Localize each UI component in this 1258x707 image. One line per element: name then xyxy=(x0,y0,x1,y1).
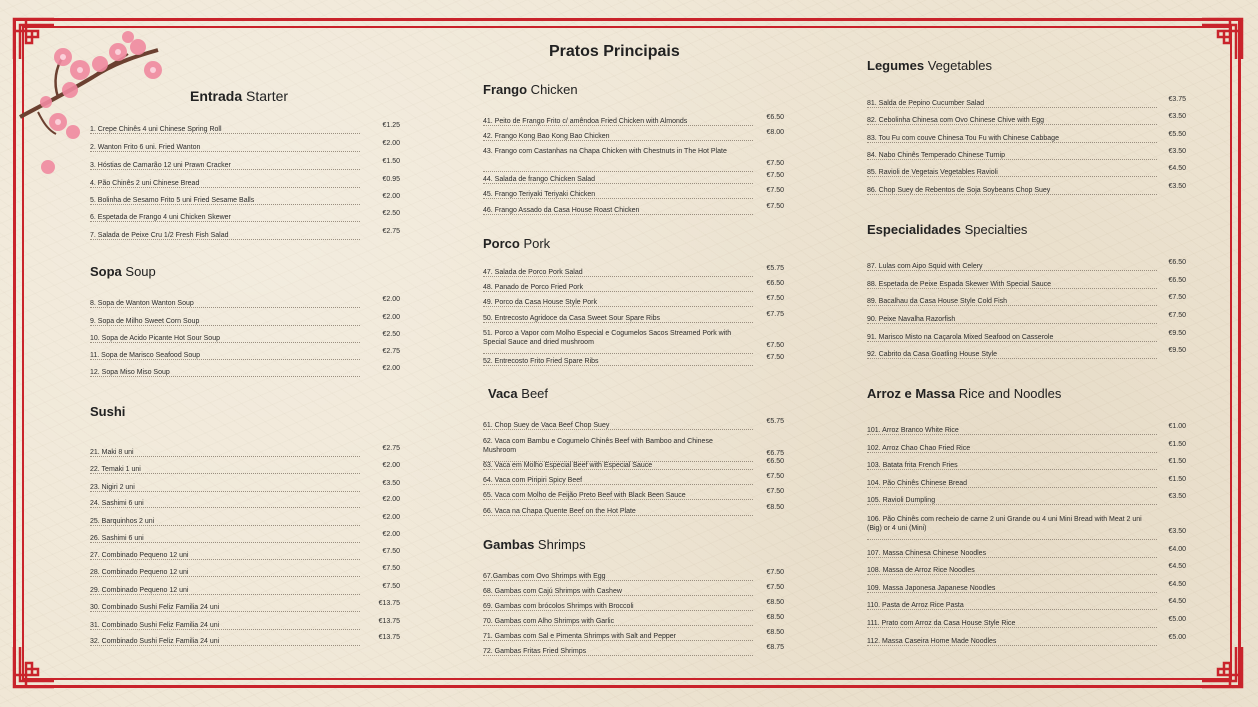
dot-leader xyxy=(90,576,360,577)
dot-leader xyxy=(867,176,1157,177)
menu-item-name: 88. Espetada de Peixe Espada Skewer With Special Sauce xyxy=(867,281,1052,288)
menu-item-name: 29. Combinado Pequeno 12 uni xyxy=(90,587,189,594)
menu-item-price: €9.50 xyxy=(1168,347,1186,354)
corner-ornament-icon xyxy=(11,644,57,690)
menu-item-name: 50. Entrecosto Agridoce da Casa Sweet Sour Spare Ribs xyxy=(483,315,661,322)
menu-item-name: 52. Entrecosto Frito Fried Spare Ribs xyxy=(483,358,599,365)
dot-leader xyxy=(483,655,753,656)
menu-item-name: 110. Pasta de Arroz Rice Pasta xyxy=(867,602,964,609)
section-title-sopa: Sopa Soup xyxy=(90,264,156,279)
menu-item-price: €8.50 xyxy=(766,599,784,606)
dot-leader xyxy=(483,125,753,126)
menu-item-price: €8.00 xyxy=(766,129,784,136)
menu-item-name: 11. Sopa de Marisco Seafood Soup xyxy=(90,352,201,359)
menu-item-price: €2.75 xyxy=(382,445,400,452)
menu-item-price: €6.50 xyxy=(1168,277,1186,284)
menu-item-price: €7.50 xyxy=(766,584,784,591)
menu-item-price: €6.75 xyxy=(766,450,784,457)
section-title-especialidades: Especialidades Specialties xyxy=(867,222,1028,237)
menu-item-name: 69. Gambas com brócolos Shrimps with Broccoli xyxy=(483,603,634,610)
dot-leader xyxy=(483,171,753,172)
menu-item-name: 102. Arroz Chao Chao Fried Rice xyxy=(867,445,971,452)
menu-item-name: 9. Sopa de Milho Sweet Corn Soup xyxy=(90,318,200,325)
menu-item-price: €7.50 xyxy=(766,160,784,167)
menu-item-price: €3.50 xyxy=(1168,183,1186,190)
menu-item-price: €3.50 xyxy=(1168,528,1186,535)
dot-leader xyxy=(483,625,753,626)
menu-item-name: 90. Peixe Navalha Razorfish xyxy=(867,316,956,323)
menu-item-name: 65. Vaca com Molho de Feijão Preto Beef with Black Been Sauce xyxy=(483,492,686,499)
menu-item-name: 89. Bacalhau da Casa House Style Cold Fish xyxy=(867,298,1008,305)
menu-item-name: 42. Frango Kong Bao Kong Bao Chicken xyxy=(483,133,610,140)
menu-item-price: €3.50 xyxy=(1168,148,1186,155)
dot-leader xyxy=(867,504,1157,505)
menu-item-name: 41. Peito de Frango Frito c/ amêndoa Fried Chicken with Almonds xyxy=(483,118,688,125)
dot-leader xyxy=(90,239,360,240)
menu-item-name: 112. Massa Caseira Home Made Noodles xyxy=(867,638,997,645)
menu-item-price: €4.50 xyxy=(1168,598,1186,605)
menu-item-name: 51. Porco a Vapor com Molho Especial e Cogumelos Sacos Streamed Pork with Special Sauce and dried mushroom xyxy=(483,330,732,346)
menu-item-price: €7.50 xyxy=(766,354,784,361)
menu-item-name: 26. Sashimi 6 uni xyxy=(90,535,144,542)
menu-item-price: €5.75 xyxy=(766,418,784,425)
menu-item-price: €7.50 xyxy=(1168,312,1186,319)
dot-leader xyxy=(867,574,1157,575)
menu-item-price: €3.75 xyxy=(1168,96,1186,103)
menu-item-price: €5.00 xyxy=(1168,616,1186,623)
dot-leader xyxy=(90,151,360,152)
dot-leader xyxy=(483,515,753,516)
dot-leader xyxy=(483,429,753,430)
menu-item-name: 104. Pão Chinês Chinese Bread xyxy=(867,480,968,487)
menu-item-price: €5.50 xyxy=(1168,131,1186,138)
section-title-vaca: Vaca Beef xyxy=(488,386,549,401)
dot-leader xyxy=(867,288,1157,289)
menu-item-price: €2.00 xyxy=(382,193,400,200)
section-title-gambas: Gambas Shrimps xyxy=(483,537,586,552)
menu-item-price: €7.50 xyxy=(766,203,784,210)
menu-item-name: 27. Combinado Pequeno 12 uni xyxy=(90,552,189,559)
menu-item-price: €2.00 xyxy=(382,296,400,303)
section-title-frango: Frango Chicken xyxy=(483,82,578,97)
dot-leader xyxy=(867,194,1157,195)
menu-item-name: 67.Gambas com Ovo Shrimps with Egg xyxy=(483,573,606,580)
menu-item-name: 86. Chop Suey de Rebentos de Soja Soybeans Chop Suey xyxy=(867,187,1051,194)
menu-item-price: €2.75 xyxy=(382,348,400,355)
menu-item-price: €8.50 xyxy=(766,504,784,511)
menu-item-name: 68. Gambas com Cajú Shrimps with Cashew xyxy=(483,588,622,595)
menu-item-name: 84. Nabo Chinês Temperado Chinese Turnip xyxy=(867,152,1006,159)
menu-item-name: 107. Massa Chinesa Chinese Noodles xyxy=(867,550,987,557)
dot-leader xyxy=(90,645,360,646)
menu-item-price: €1.50 xyxy=(382,158,400,165)
menu-item-name: 109. Massa Japonesa Japanese Noodles xyxy=(867,585,996,592)
dot-leader xyxy=(867,305,1157,306)
menu-item-name: 49. Porco da Casa House Style Pork xyxy=(483,299,598,306)
menu-item-price: €3.50 xyxy=(1168,493,1186,500)
dot-leader xyxy=(867,124,1157,125)
menu-item-price: €7.50 xyxy=(766,488,784,495)
menu-item-name: 8. Sopa de Wanton Wanton Soup xyxy=(90,300,194,307)
section-title-porco: Porco Pork xyxy=(483,236,551,251)
menu-item-price: €2.50 xyxy=(382,331,400,338)
dot-leader xyxy=(867,592,1157,593)
dot-leader xyxy=(483,322,753,323)
menu-item-name: 108. Massa de Arroz Rice Noodles xyxy=(867,567,975,574)
dot-leader xyxy=(867,487,1157,488)
menu-item-name: 71. Gambas com Sal e Pimenta Shrimps with Salt and Pepper xyxy=(483,633,676,640)
dot-leader xyxy=(90,221,360,222)
dot-leader xyxy=(90,359,360,360)
menu-item-name: 1. Crepe Chinês 4 uni Chinese Spring Roll xyxy=(90,126,222,133)
dot-leader xyxy=(90,342,360,343)
section-title-legumes: Legumes Vegetables xyxy=(867,58,993,73)
dot-leader xyxy=(90,325,360,326)
menu-item-price: €7.50 xyxy=(766,569,784,576)
dot-leader xyxy=(90,594,360,595)
menu-item-price: €7.50 xyxy=(766,342,784,349)
dot-leader xyxy=(90,307,360,308)
menu-item-price: €7.50 xyxy=(382,565,400,572)
dot-leader xyxy=(90,629,360,630)
dot-leader xyxy=(867,142,1157,143)
dot-leader xyxy=(483,595,753,596)
menu-item-price: €7.50 xyxy=(766,295,784,302)
menu-item-name: 45. Frango Teriyaki Teriyaki Chicken xyxy=(483,191,596,198)
menu-item-name: 92. Cabrito da Casa Goatling House Style xyxy=(867,351,997,358)
dot-leader xyxy=(483,183,753,184)
menu-item-name: 21. Maki 8 uni xyxy=(90,449,134,456)
dot-leader xyxy=(867,434,1157,435)
corner-ornament-icon xyxy=(1199,16,1245,62)
menu-item-name: 44. Salada de frango Chicken Salad xyxy=(483,176,596,183)
menu-item-price: €7.50 xyxy=(766,473,784,480)
menu-item-name: 72. Gambas Fritas Fried Shrimps xyxy=(483,648,587,655)
menu-item-name: 2. Wanton Frito 6 uni. Fried Wanton xyxy=(90,144,201,151)
menu-item-price: €2.00 xyxy=(382,514,400,521)
dot-leader xyxy=(867,539,1157,540)
section-title-entrada: Entrada Starter xyxy=(190,88,289,104)
dot-leader xyxy=(483,469,753,470)
menu-item-price: €7.50 xyxy=(382,583,400,590)
dot-leader xyxy=(90,187,360,188)
dot-leader xyxy=(867,609,1157,610)
menu-item-name: 70. Gambas com Alho Shrimps with Garlic xyxy=(483,618,615,625)
menu-item-price: €0.95 xyxy=(382,176,400,183)
menu-item-name: 61. Chop Suey de Vaca Beef Chop Suey xyxy=(483,422,610,429)
menu-item-name: 63. Vaca em Molho Especial Beef with Especial Sauce xyxy=(483,462,653,469)
menu-item-name: 4. Pão Chinês 2 uni Chinese Bread xyxy=(90,180,200,187)
menu-item-price: €2.00 xyxy=(382,140,400,147)
menu-item-price: €6.50 xyxy=(1168,259,1186,266)
menu-item-price: €3.50 xyxy=(382,480,400,487)
menu-item-price: €7.50 xyxy=(1168,294,1186,301)
corner-ornament-icon xyxy=(1199,644,1245,690)
menu-item-price: €2.00 xyxy=(382,365,400,372)
menu-item-name: 24. Sashimi 6 uni xyxy=(90,500,144,507)
menu-item-price: €6.50 xyxy=(766,458,784,465)
menu-item-price: €5.00 xyxy=(1168,634,1186,641)
menu-item-name: 43. Frango com Castanhas na Chapa Chicken with Chestnuts in The Hot Plate xyxy=(483,148,727,155)
dot-leader xyxy=(483,276,753,277)
menu-item-price: €2.00 xyxy=(382,314,400,321)
menu-item-name: 7. Salada de Peixe Cru 1/2 Fresh Fish Salad xyxy=(90,232,229,239)
menu-item-price: €8.50 xyxy=(766,614,784,621)
dot-leader xyxy=(483,198,753,199)
menu-item-name: 66. Vaca na Chapa Quente Beef on the Hot Plate xyxy=(483,508,636,515)
menu-item-name: 30. Combinado Sushi Feliz Familia 24 uni xyxy=(90,604,220,611)
menu-item-name: 5. Bolinha de Sesamo Frito 5 uni Fried Sesame Balls xyxy=(90,197,255,204)
menu-item-name: 25. Barquinhos 2 uni xyxy=(90,518,155,525)
dot-leader xyxy=(90,473,360,474)
menu-item-price: €2.00 xyxy=(382,531,400,538)
menu-item-price: €7.50 xyxy=(382,548,400,555)
menu-item-price: €7.50 xyxy=(766,187,784,194)
dot-leader xyxy=(483,214,753,215)
menu-item-name: 6. Espetada de Frango 4 uni Chicken Skewer xyxy=(90,214,231,221)
menu-item-price: €4.50 xyxy=(1168,165,1186,172)
menu-item-name: 48. Panado de Porco Fried Pork xyxy=(483,284,584,291)
menu-item-name: 111. Prato com Arroz da Casa House Style Rice xyxy=(867,620,1016,627)
dot-leader xyxy=(867,341,1157,342)
menu-item-name: 23. Nigiri 2 uni xyxy=(90,484,135,491)
menu-item-price: €5.75 xyxy=(766,265,784,272)
dot-leader xyxy=(483,610,753,611)
dot-leader xyxy=(90,376,360,377)
menu-item-price: €7.75 xyxy=(766,311,784,318)
dot-leader xyxy=(867,469,1157,470)
menu-item-name: 10. Sopa de Acido Picante Hot Sour Soup xyxy=(90,335,220,342)
menu-item-name: 87. Lulas com Aipo Squid with Celery xyxy=(867,263,983,270)
page-title: Pratos Principais xyxy=(549,43,680,60)
dot-leader xyxy=(867,645,1157,646)
menu-item-price: €1.50 xyxy=(1168,476,1186,483)
dot-leader xyxy=(483,365,753,366)
menu-item-price: €1.50 xyxy=(1168,441,1186,448)
menu-item-name: 101. Arroz Branco White Rice xyxy=(867,427,959,434)
dot-leader xyxy=(867,159,1157,160)
menu-item-name: 32. Combinado Sushi Feliz Familia 24 uni xyxy=(90,638,220,645)
dot-leader xyxy=(90,491,360,492)
menu-item-name: 105. Ravioli Dumpling xyxy=(867,497,936,504)
menu-item-price: €6.50 xyxy=(766,280,784,287)
menu-item-price: €2.00 xyxy=(382,462,400,469)
menu-item-price: €7.50 xyxy=(766,172,784,179)
dot-leader xyxy=(483,640,753,641)
dot-leader xyxy=(867,323,1157,324)
menu-item-price: €13.75 xyxy=(378,600,400,607)
dot-leader xyxy=(867,452,1157,453)
dot-leader xyxy=(90,542,360,543)
dot-leader xyxy=(90,525,360,526)
menu-item-price: €9.50 xyxy=(1168,330,1186,337)
dot-leader xyxy=(90,456,360,457)
menu-item-price: €3.50 xyxy=(1168,113,1186,120)
menu-item-name: 106. Pão Chinês com recheio de carne 2 uni Grande ou 4 uni Mini Bread with Meat 2 uni (Big) or 4 uni (Mini) xyxy=(867,516,1142,532)
dot-leader xyxy=(483,580,753,581)
dot-leader xyxy=(90,559,360,560)
dot-leader xyxy=(483,306,753,307)
menu-item-name: 91. Marisco Misto na Caçarola Mixed Seafood on Casserole xyxy=(867,334,1054,341)
menu-item-price: €4.50 xyxy=(1168,581,1186,588)
menu-item-name: 31. Combinado Sushi Feliz Familia 24 uni xyxy=(90,622,220,629)
dot-leader xyxy=(90,204,360,205)
dot-leader xyxy=(90,507,360,508)
menu-item-name: 82. Cebolinha Chinesa com Ovo Chinese Chive with Egg xyxy=(867,117,1045,124)
menu-item-price: €4.50 xyxy=(1168,563,1186,570)
menu-item-name: 46. Frango Assado da Casa House Roast Chicken xyxy=(483,207,640,214)
menu-item-name: 85. Ravioli de Vegetais Vegetables Ravioli xyxy=(867,169,998,176)
dot-leader xyxy=(483,291,753,292)
dot-leader xyxy=(867,107,1157,108)
menu-item-name: 22. Temaki 1 uni xyxy=(90,466,141,473)
dot-leader xyxy=(867,557,1157,558)
menu-item-name: 62. Vaca com Bambu e Cogumelo Chinês Beef with Bamboo and Chinese Mushroom xyxy=(483,438,713,454)
menu-item-name: 47. Salada de Porco Pork Salad xyxy=(483,269,583,276)
dot-leader xyxy=(90,169,360,170)
menu-item-price: €2.00 xyxy=(382,496,400,503)
menu-item-price: €8.50 xyxy=(766,629,784,636)
menu-item-name: 3. Hóstias de Camarão 12 uni Prawn Cracker xyxy=(90,162,231,169)
dot-leader xyxy=(90,611,360,612)
menu-item-name: 64. Vaca com Piripiri Spicy Beef xyxy=(483,477,583,484)
menu-item-name: 12. Sopa Miso Miso Soup xyxy=(90,369,170,376)
dot-leader xyxy=(483,484,753,485)
dot-leader xyxy=(867,358,1157,359)
section-title-arroz: Arroz e Massa Rice and Noodles xyxy=(867,386,1062,401)
dot-leader xyxy=(867,627,1157,628)
menu-item-price: €1.50 xyxy=(1168,458,1186,465)
dot-leader xyxy=(90,133,360,134)
menu-item-name: 83. Tou Fu com couve Chinesa Tou Fu with Chinese Cabbage xyxy=(867,135,1059,142)
menu-item-price: €2.75 xyxy=(382,228,400,235)
menu-item-price: €4.00 xyxy=(1168,546,1186,553)
dot-leader xyxy=(483,499,753,500)
menu-item-price: €13.75 xyxy=(378,634,400,641)
menu-item-name: 81. Salda de Pepino Cucumber Salad xyxy=(867,100,985,107)
menu-item-price: €13.75 xyxy=(378,618,400,625)
menu-item-price: €1.00 xyxy=(1168,423,1186,430)
menu-item-name: 28. Combinado Pequeno 12 uni xyxy=(90,569,189,576)
menu-item-price: €6.50 xyxy=(766,114,784,121)
dot-leader xyxy=(483,353,753,354)
dot-leader xyxy=(483,140,753,141)
section-title-sushi: Sushi xyxy=(90,404,126,419)
dot-leader xyxy=(867,270,1157,271)
menu-item-price: €2.50 xyxy=(382,210,400,217)
menu-item-name: 103. Batata frita French Fries xyxy=(867,462,958,469)
menu-item-price: €8.75 xyxy=(766,644,784,651)
menu-item-price: €1.25 xyxy=(382,122,400,129)
